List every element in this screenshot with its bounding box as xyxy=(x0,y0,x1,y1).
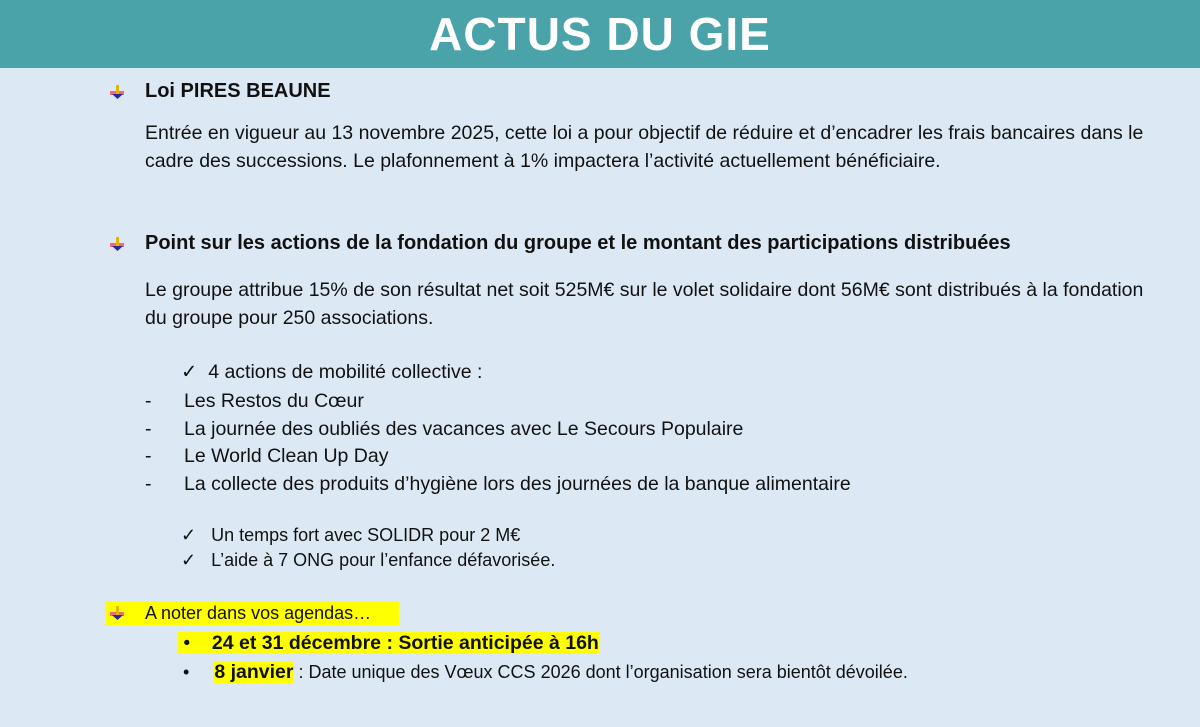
page-header xyxy=(0,0,1200,68)
arrow-down-bullet-icon xyxy=(109,83,127,101)
check-icon: ✓ xyxy=(181,525,197,545)
section-heading: Point sur les actions de la fondation du groupe et le montant des participations distribuées xyxy=(145,232,1011,254)
section-text: Le groupe attribue 15% de son résultat net soit 525M€ sur le volet solidaire dont 56M€ sont distribués à la fondation du groupe pour 250 associations. xyxy=(145,279,1144,329)
check-list xyxy=(181,523,555,573)
agenda-heading: A noter dans vos agendas… xyxy=(145,603,372,623)
list-item: • 24 et 31 décembre : Sortie anticipée à 16h xyxy=(178,632,599,654)
list-item: - La journée des oubliés des vacances avec Le Secours Populaire xyxy=(145,417,744,440)
list-item: - La collecte des produits d’hygiène lors des journées de la banque alimentaire xyxy=(145,472,851,495)
arrow-down-bullet-icon xyxy=(109,604,127,622)
section-heading: Loi PIRES BEAUNE xyxy=(145,80,331,102)
dash-list xyxy=(145,388,851,498)
list-item: - Les Restos du Cœur xyxy=(145,390,364,412)
check-icon: ✓ xyxy=(181,550,197,570)
check-item: ✓ 4 actions de mobilité collective : xyxy=(181,361,483,383)
agenda-list xyxy=(178,629,908,687)
check-icon: ✓ xyxy=(181,361,198,383)
list-item: • 8 janvier : Date unique des Vœux CCS 2026 dont l’organisation sera bientôt dévoilée. xyxy=(178,661,908,683)
page-title: ACTUS DU GIE xyxy=(429,8,771,60)
list-item: - Le World Clean Up Day xyxy=(145,445,389,467)
check-item: ✓ L’aide à 7 ONG pour l’enfance défavorisée. xyxy=(181,550,556,570)
arrow-down-bullet-icon xyxy=(109,235,127,253)
section-text: Entrée en vigueur au 13 novembre 2025, cette loi a pour objectif de réduire et d’encadrer les frais bancaires dans le cadre des successions. Le plafonnement à 1% impactera l’activité actuellement bénéficiaire. xyxy=(145,122,1144,172)
check-item: ✓ Un temps fort avec SOLIDR pour 2 M€ xyxy=(181,525,521,545)
